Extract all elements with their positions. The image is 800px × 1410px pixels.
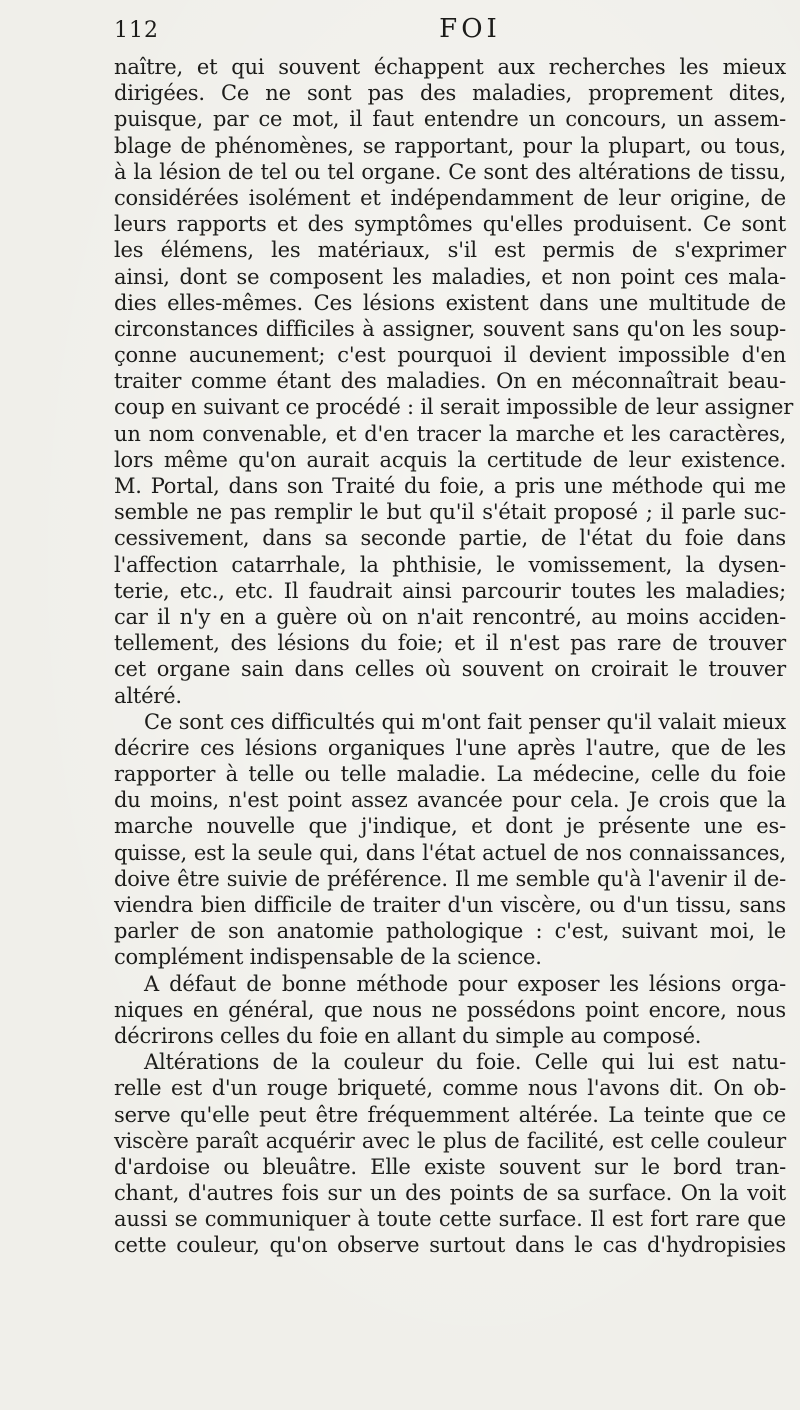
text-line: niques en général, que nous ne possédons point encore, nous bbox=[114, 997, 786, 1022]
text-line: semble ne pas remplir le but qu'il s'était proposé ; il parle suc- bbox=[114, 500, 786, 525]
page-header bbox=[114, 14, 786, 54]
text-line: M. Portal, dans son Traité du foie, a pris une méthode qui me bbox=[114, 474, 786, 498]
text-line: complément indispensable de la science. bbox=[114, 945, 542, 970]
text-line: cet organe sain dans celles où souvent on croirait le trouver bbox=[114, 657, 786, 682]
text-line: d'ardoise ou bleuâtre. Elle existe souvent sur le bord tran- bbox=[114, 1154, 786, 1179]
text-line: A défaut de bonne méthode pour exposer les lésions orga- bbox=[144, 971, 786, 996]
paragraph bbox=[114, 709, 786, 971]
text-line: rapporter à telle ou telle maladie. La médecine, celle du foie bbox=[114, 762, 786, 787]
text-line: leurs rapports et des symptômes qu'elles produisent. Ce sont bbox=[114, 212, 786, 237]
text-line: décrirons celles du foie en allant du simple au composé. bbox=[114, 1023, 702, 1048]
body-text bbox=[114, 54, 794, 1259]
text-line: décrire ces lésions organiques l'une après l'autre, que de les bbox=[114, 735, 786, 760]
paragraph bbox=[114, 971, 786, 1050]
text-line: terie, etc., etc. Il faudrait ainsi parcourir toutes les maladies; bbox=[114, 578, 786, 603]
text-line: relle est d'un rouge briqueté, comme nous l'avons dit. On ob- bbox=[114, 1076, 786, 1101]
text-line: traiter comme étant des maladies. On en méconnaîtrait beau- bbox=[114, 369, 786, 394]
text-line: doive être suivie de préférence. Il me semble qu'à l'avenir il de- bbox=[114, 866, 786, 891]
text-line: aussi se communiquer à toute cette surface. Il est fort rare que bbox=[114, 1207, 786, 1232]
text-line: serve qu'elle peut être fréquemment altérée. La teinte que ce bbox=[114, 1102, 786, 1127]
text-line: cessivement, dans sa seconde partie, de l'état du foie dans bbox=[114, 526, 786, 551]
text-line: à la lésion de tel ou tel organe. Ce sont des altérations de tissu, bbox=[114, 159, 786, 184]
text-line: chant, d'autres fois sur un des points de sa surface. On la voit bbox=[114, 1181, 786, 1206]
text-line: coup en suivant ce procédé : il serait impossible de leur assigner bbox=[114, 395, 794, 420]
text-line: parler de son anatomie pathologique : c'est, suivant moi, le bbox=[114, 919, 786, 944]
text-line: tellement, des lésions du foie; et il n'est pas rare de trouver bbox=[114, 631, 786, 656]
text-line: naître, et qui souvent échappent aux recherches les mieux bbox=[114, 55, 786, 79]
text-line: marche nouvelle que j'indique, et dont je présente une es- bbox=[114, 814, 786, 839]
text-line: ainsi, dont se composent les maladies, et non point ces mala- bbox=[114, 264, 786, 289]
text-line: un nom convenable, et d'en tracer la marche et les caractères, bbox=[114, 421, 786, 446]
text-line: blage de phénomènes, se rapportant, pour la plupart, ou tous, bbox=[114, 133, 786, 158]
text-line: viendra bien difficile de traiter d'un viscère, ou d'un tissu, sans bbox=[114, 893, 786, 917]
text-line: les élémens, les matériaux, s'il est permis de s'exprimer bbox=[114, 238, 786, 263]
text-line: cette couleur, qu'on observe surtout dans le cas d'hydropisies bbox=[114, 1233, 786, 1258]
text-line: puisque, par ce mot, il faut entendre un concours, un assem- bbox=[114, 107, 786, 132]
text-line: circonstances difficiles à assigner, souvent sans qu'on les soup- bbox=[114, 316, 786, 341]
text-line: çonne aucunement; c'est pourquoi il devient impossible d'en bbox=[114, 343, 786, 368]
text-line: dirigées. Ce ne sont pas des maladies, proprement dites, bbox=[114, 81, 786, 106]
text-line: du moins, n'est point assez avancée pour cela. Je crois que la bbox=[114, 788, 786, 813]
text-line: Altérations de la couleur du foie. Celle qui lui est natu- bbox=[144, 1050, 786, 1075]
page-number: 112 bbox=[114, 18, 159, 43]
text-line: dies elles-mêmes. Ces lésions existent dans une multitude de bbox=[114, 290, 786, 315]
text-line: Ce sont ces difficultés qui m'ont fait penser qu'il valait mieux bbox=[144, 709, 786, 734]
paragraph bbox=[114, 54, 794, 709]
text-line: quisse, est la seule qui, dans l'état actuel de nos connaissances, bbox=[114, 840, 786, 865]
paragraph bbox=[114, 1049, 786, 1259]
text-line: lors même qu'on aurait acquis la certitude de leur existence. bbox=[114, 447, 786, 472]
text-line: car il n'y en a guère où on n'ait rencontré, au moins acciden- bbox=[114, 604, 786, 629]
text-line: considérées isolément et indépendamment de leur origine, de bbox=[114, 185, 786, 210]
text-line: viscère paraît acquérir avec le plus de facilité, est celle couleur bbox=[114, 1128, 786, 1153]
text-line: altéré. bbox=[114, 683, 182, 708]
running-head: FOI bbox=[439, 14, 501, 44]
text-line: l'affection catarrhale, la phthisie, le vomissement, la dysen- bbox=[114, 552, 786, 577]
